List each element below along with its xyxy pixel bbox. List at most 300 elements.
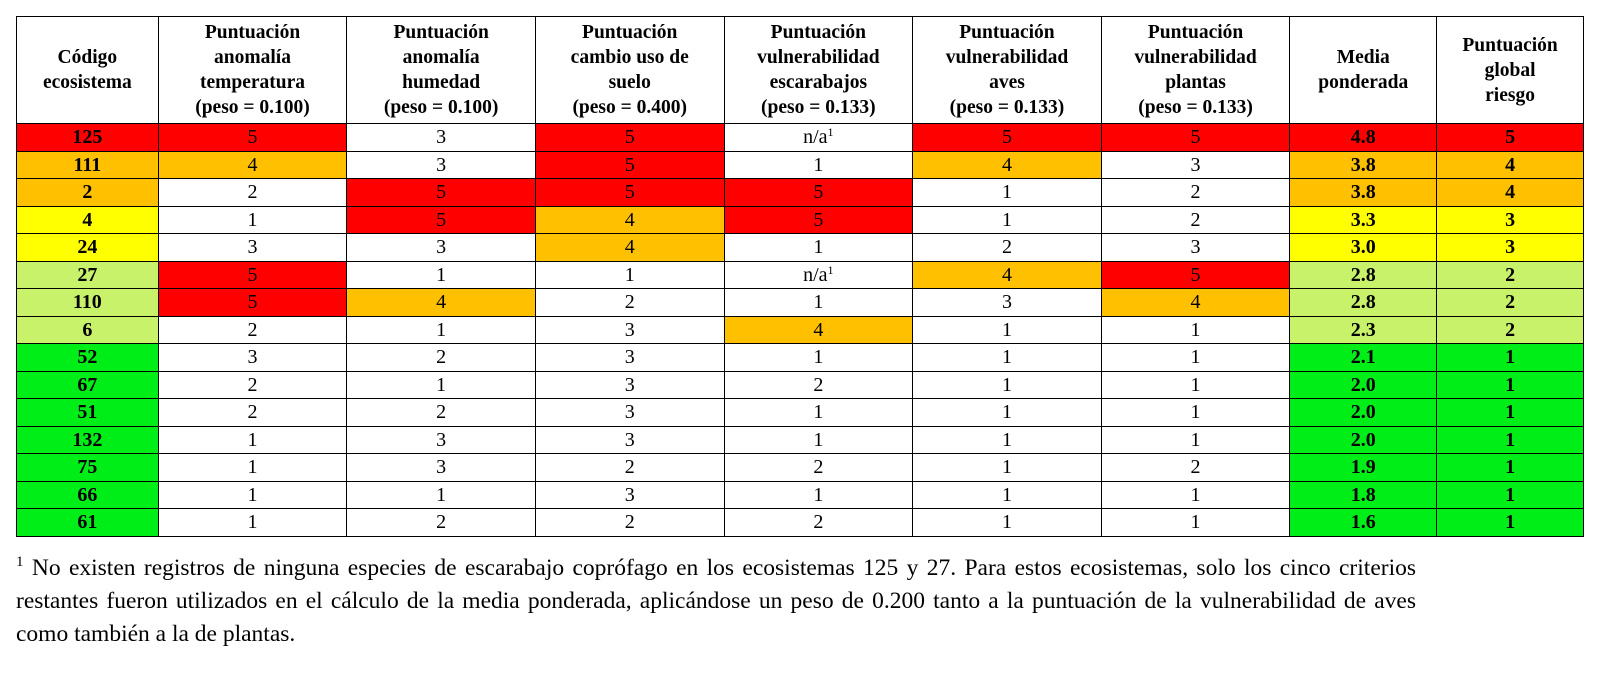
cell-value: 3 — [436, 428, 447, 451]
cell-value: 1 — [1001, 401, 1012, 424]
cell-codigo — [17, 454, 159, 482]
cell-uso-suelo — [535, 261, 724, 289]
cell-value: 2 — [436, 511, 447, 534]
header-line: (peso = 0.133) — [949, 97, 1065, 118]
cell-media — [1290, 124, 1437, 152]
cell-plantas — [1101, 206, 1290, 234]
cell-value: 5 — [1190, 126, 1201, 149]
cell-temperatura — [158, 481, 347, 509]
cell-value: 3.8 — [1350, 153, 1376, 176]
footnote-paragraph — [16, 552, 1416, 651]
cell-media — [1290, 151, 1437, 179]
cell-escarabajos — [724, 399, 913, 427]
cell-value: 1 — [247, 428, 258, 451]
cell-global — [1437, 454, 1584, 482]
cell-codigo — [17, 179, 159, 207]
header-line: plantas — [1165, 72, 1226, 93]
cell-value: 2 — [247, 181, 258, 204]
cell-temperatura — [158, 289, 347, 317]
cell-aves — [913, 344, 1102, 372]
cell-value: 1 — [1001, 318, 1012, 341]
cell-plantas — [1101, 289, 1290, 317]
cell-value: 1 — [436, 318, 447, 341]
header-line: vulnerabilidad — [945, 47, 1069, 68]
table-row — [17, 261, 1584, 289]
cell-value: 1 — [1505, 373, 1516, 396]
cell-aves — [913, 151, 1102, 179]
cell-value: 1 — [1505, 511, 1516, 534]
table-row — [17, 151, 1584, 179]
cell-value: 2 — [247, 373, 258, 396]
cell-uso-suelo — [535, 124, 724, 152]
cell-plantas — [1101, 426, 1290, 454]
cell-value: 5 — [624, 153, 635, 176]
cell-escarabajos — [724, 179, 913, 207]
cell-value: 27 — [77, 263, 98, 286]
header-line: aves — [989, 72, 1025, 93]
cell-uso-suelo — [535, 399, 724, 427]
cell-value: 1 — [1190, 346, 1201, 369]
cell-codigo — [17, 426, 159, 454]
cell-value: 1 — [624, 263, 635, 286]
cell-escarabajos — [724, 234, 913, 262]
cell-global — [1437, 151, 1584, 179]
table-row — [17, 399, 1584, 427]
cell-value: 3 — [1505, 208, 1516, 231]
cell-plantas — [1101, 371, 1290, 399]
cell-value: 3 — [436, 456, 447, 479]
cell-escarabajos — [724, 261, 913, 289]
cell-value: 3 — [1190, 236, 1201, 259]
cell-escarabajos — [724, 316, 913, 344]
cell-global — [1437, 399, 1584, 427]
cell-temperatura — [158, 151, 347, 179]
cell-value: 4 — [82, 208, 93, 231]
cell-value: 4 — [813, 318, 824, 341]
cell-uso-suelo — [535, 509, 724, 537]
cell-value: 5 — [247, 126, 258, 149]
cell-humedad — [347, 454, 536, 482]
cell-value: 1 — [247, 208, 258, 231]
table-row — [17, 206, 1584, 234]
header-line: anomalía — [402, 47, 480, 68]
cell-escarabajos — [724, 454, 913, 482]
cell-plantas — [1101, 124, 1290, 152]
cell-value: 2 — [1505, 263, 1516, 286]
cell-codigo — [17, 261, 159, 289]
cell-media — [1290, 316, 1437, 344]
cell-aves — [913, 371, 1102, 399]
cell-humedad — [347, 344, 536, 372]
header-line: ecosistema — [42, 72, 132, 93]
cell-aves — [913, 509, 1102, 537]
cell-value: 1 — [247, 511, 258, 534]
cell-value: 3.8 — [1350, 181, 1376, 204]
cell-value: 3.0 — [1350, 236, 1376, 259]
header-line: Puntuación — [393, 22, 489, 43]
header-line: Puntuación — [770, 22, 867, 43]
cell-temperatura — [158, 509, 347, 537]
cell-escarabajos — [724, 371, 913, 399]
cell-humedad — [347, 426, 536, 454]
table-header-row — [17, 17, 1584, 124]
cell-value: 1 — [1001, 428, 1012, 451]
cell-uso-suelo — [535, 316, 724, 344]
cell-value: 5 — [436, 208, 447, 231]
cell-media — [1290, 344, 1437, 372]
header-media-ponderada — [1290, 17, 1437, 124]
cell-value: 3 — [624, 483, 635, 506]
header-line: anomalía — [214, 47, 291, 68]
cell-value: 1.6 — [1350, 511, 1376, 534]
cell-value: 1 — [1001, 511, 1012, 534]
cell-value: 5 — [436, 181, 447, 204]
footnote — [16, 552, 1416, 651]
cell-value: 1 — [813, 401, 824, 424]
cell-value: 1 — [436, 483, 447, 506]
cell-value: 5 — [813, 208, 824, 231]
cell-global — [1437, 481, 1584, 509]
header-line: (peso = 0.100) — [195, 97, 310, 118]
cell-value: 2 — [1190, 208, 1201, 231]
cell-plantas — [1101, 316, 1290, 344]
cell-value: 3 — [624, 373, 635, 396]
cell-global — [1437, 509, 1584, 537]
header-line: Puntuación — [1147, 22, 1244, 43]
header-line: (peso = 0.133) — [1138, 97, 1253, 118]
header-codigo-ecosistema — [17, 17, 159, 124]
cell-value: 2 — [436, 401, 447, 424]
cell-humedad — [347, 206, 536, 234]
cell-value: 2 — [813, 456, 824, 479]
header-line: riesgo — [1485, 84, 1535, 106]
header-vulnerabilidad-escarabajos — [724, 17, 913, 124]
cell-codigo — [17, 509, 159, 537]
cell-escarabajos — [724, 206, 913, 234]
cell-global — [1437, 234, 1584, 262]
cell-value: 1 — [813, 236, 824, 259]
cell-global — [1437, 289, 1584, 317]
cell-global — [1437, 316, 1584, 344]
cell-temperatura — [158, 316, 347, 344]
cell-value: 3 — [436, 236, 447, 259]
cell-global — [1437, 206, 1584, 234]
header-line: (peso = 0.100) — [383, 97, 499, 118]
cell-uso-suelo — [535, 481, 724, 509]
cell-uso-suelo — [535, 454, 724, 482]
table-row — [17, 454, 1584, 482]
cell-temperatura — [158, 454, 347, 482]
cell-value: 2.0 — [1350, 428, 1376, 451]
cell-value: 2 — [624, 291, 635, 314]
cell-codigo — [17, 371, 159, 399]
cell-aves — [913, 454, 1102, 482]
cell-value: 67 — [77, 373, 98, 396]
table-row — [17, 124, 1584, 152]
header-line: (peso = 0.133) — [761, 97, 876, 118]
header-vulnerabilidad-aves — [913, 17, 1102, 124]
cell-humedad — [347, 151, 536, 179]
cell-temperatura — [158, 261, 347, 289]
cell-value: 5 — [1190, 263, 1201, 286]
cell-value: 3 — [624, 346, 635, 369]
cell-escarabajos — [724, 344, 913, 372]
cell-value: 1 — [1190, 401, 1201, 424]
cell-value: 1 — [1001, 483, 1012, 506]
cell-global — [1437, 124, 1584, 152]
header-line: Código — [57, 47, 118, 68]
cell-value: 1.9 — [1350, 456, 1376, 479]
cell-value: 3 — [1190, 153, 1201, 176]
table-row — [17, 509, 1584, 537]
cell-aves — [913, 124, 1102, 152]
cell-value: 4 — [1190, 291, 1201, 314]
footnote-reference: 1 — [827, 125, 834, 140]
header-anomalia-humedad — [347, 17, 536, 124]
cell-value: 3 — [436, 153, 447, 176]
cell-escarabajos — [724, 151, 913, 179]
cell-value: 2 — [1505, 318, 1516, 341]
cell-plantas — [1101, 179, 1290, 207]
cell-value: 1 — [1190, 483, 1201, 506]
cell-aves — [913, 481, 1102, 509]
cell-value: 2 — [247, 401, 258, 424]
cell-value: 75 — [77, 456, 98, 479]
cell-uso-suelo — [535, 426, 724, 454]
table-row — [17, 371, 1584, 399]
cell-value: 2 — [82, 181, 93, 204]
cell-value: 4 — [247, 153, 258, 176]
table-row — [17, 316, 1584, 344]
cell-value: 4 — [1505, 181, 1516, 204]
cell-global — [1437, 344, 1584, 372]
cell-plantas — [1101, 509, 1290, 537]
cell-value: 2 — [1001, 236, 1012, 259]
cell-value: 52 — [77, 346, 98, 369]
cell-uso-suelo — [535, 371, 724, 399]
cell-temperatura — [158, 344, 347, 372]
cell-plantas — [1101, 481, 1290, 509]
cell-plantas — [1101, 399, 1290, 427]
cell-value: 1 — [1001, 373, 1012, 396]
cell-value: 2.0 — [1350, 373, 1376, 396]
cell-value: 1 — [1001, 346, 1012, 369]
cell-temperatura — [158, 399, 347, 427]
cell-value: 6 — [82, 318, 93, 341]
header-cambio-uso-suelo — [535, 17, 724, 124]
cell-value: 3 — [624, 318, 635, 341]
header-line: humedad — [402, 72, 481, 93]
cell-value: n/a — [803, 263, 828, 286]
cell-value: 5 — [247, 291, 258, 314]
cell-value: 110 — [72, 291, 102, 314]
cell-value: 1 — [1001, 181, 1012, 204]
cell-value: 24 — [77, 236, 98, 259]
cell-value: 1 — [1505, 456, 1516, 479]
cell-media — [1290, 289, 1437, 317]
cell-codigo — [17, 289, 159, 317]
cell-value: 1 — [813, 291, 824, 314]
cell-value: 4 — [624, 236, 635, 259]
cell-escarabajos — [724, 289, 913, 317]
cell-value: 2 — [624, 511, 635, 534]
cell-value: 5 — [247, 263, 258, 286]
cell-codigo — [17, 124, 159, 152]
header-line: escarabajos — [769, 72, 868, 93]
cell-value: 1 — [1505, 346, 1516, 369]
cell-aves — [913, 179, 1102, 207]
table-row — [17, 179, 1584, 207]
cell-temperatura — [158, 179, 347, 207]
cell-uso-suelo — [535, 151, 724, 179]
cell-value: 2 — [247, 318, 258, 341]
cell-uso-suelo — [535, 206, 724, 234]
cell-media — [1290, 206, 1437, 234]
cell-value: 1 — [247, 483, 258, 506]
cell-media — [1290, 399, 1437, 427]
header-line: temperatura — [199, 72, 306, 93]
cell-humedad — [347, 289, 536, 317]
cell-uso-suelo — [535, 179, 724, 207]
cell-value: 2.1 — [1350, 346, 1376, 369]
cell-aves — [913, 426, 1102, 454]
cell-aves — [913, 234, 1102, 262]
header-line: Puntuación — [959, 22, 1055, 43]
cell-value: 1 — [436, 373, 447, 396]
cell-value: 5 — [1505, 126, 1516, 149]
cell-value: 3 — [436, 126, 447, 149]
cell-global — [1437, 179, 1584, 207]
cell-value: 61 — [77, 511, 98, 534]
header-line: Media — [1336, 47, 1390, 68]
cell-humedad — [347, 261, 536, 289]
cell-escarabajos — [724, 481, 913, 509]
cell-value: 1 — [1190, 318, 1201, 341]
cell-value: 1 — [813, 428, 824, 451]
cell-escarabajos — [724, 509, 913, 537]
cell-value: 132 — [72, 428, 103, 451]
cell-escarabajos — [724, 124, 913, 152]
cell-value: 3.3 — [1350, 208, 1376, 231]
cell-value: 2 — [1190, 181, 1201, 204]
header-line: (peso = 0.400) — [572, 97, 687, 118]
cell-value: 2.0 — [1350, 401, 1376, 424]
cell-value: 1 — [1001, 208, 1012, 231]
cell-value: 125 — [72, 126, 103, 149]
cell-value: 1 — [813, 153, 824, 176]
cell-media — [1290, 426, 1437, 454]
cell-aves — [913, 316, 1102, 344]
cell-codigo — [17, 234, 159, 262]
header-line: cambio uso de — [570, 47, 689, 68]
cell-value: 3 — [1505, 236, 1516, 259]
cell-value: 2 — [813, 511, 824, 534]
cell-uso-suelo — [535, 289, 724, 317]
cell-temperatura — [158, 124, 347, 152]
cell-value: 2.3 — [1350, 318, 1376, 341]
header-line: vulnerabilidad — [1134, 47, 1257, 68]
cell-codigo — [17, 206, 159, 234]
cell-temperatura — [158, 426, 347, 454]
cell-codigo — [17, 481, 159, 509]
cell-value: 111 — [73, 153, 102, 176]
table-row — [17, 289, 1584, 317]
cell-value: 2.8 — [1350, 263, 1376, 286]
cell-plantas — [1101, 234, 1290, 262]
cell-temperatura — [158, 234, 347, 262]
cell-value: 1 — [813, 346, 824, 369]
header-line: suelo — [608, 72, 651, 93]
cell-value: 5 — [1001, 126, 1012, 149]
cell-value: 1 — [1505, 401, 1516, 424]
cell-aves — [913, 261, 1102, 289]
cell-humedad — [347, 234, 536, 262]
cell-humedad — [347, 509, 536, 537]
table-row — [17, 344, 1584, 372]
cell-humedad — [347, 316, 536, 344]
cell-global — [1437, 426, 1584, 454]
cell-value: 5 — [813, 181, 824, 204]
risk-score-table — [16, 16, 1584, 537]
cell-value: 1.8 — [1350, 483, 1376, 506]
cell-humedad — [347, 124, 536, 152]
header-anomalia-temperatura — [158, 17, 347, 124]
cell-media — [1290, 509, 1437, 537]
cell-value: 1 — [1190, 373, 1201, 396]
cell-aves — [913, 206, 1102, 234]
cell-value: 2 — [1190, 456, 1201, 479]
cell-uso-suelo — [535, 344, 724, 372]
cell-global — [1437, 261, 1584, 289]
cell-value: 4 — [624, 208, 635, 231]
cell-humedad — [347, 179, 536, 207]
cell-value: 4 — [1001, 153, 1012, 176]
cell-media — [1290, 454, 1437, 482]
cell-value: 3 — [624, 428, 635, 451]
header-line: global — [1484, 59, 1536, 81]
cell-media — [1290, 371, 1437, 399]
table-row — [17, 234, 1584, 262]
header-line: ponderada — [1318, 72, 1409, 93]
cell-value: 4 — [1505, 153, 1516, 176]
header-line: Puntuación — [1462, 34, 1558, 56]
footnote-reference: 1 — [827, 262, 834, 277]
cell-value: 3 — [1001, 291, 1012, 314]
cell-humedad — [347, 481, 536, 509]
cell-plantas — [1101, 261, 1290, 289]
cell-value: 1 — [1190, 428, 1201, 451]
table-row — [17, 426, 1584, 454]
cell-plantas — [1101, 344, 1290, 372]
header-line: Puntuación — [582, 22, 678, 43]
cell-media — [1290, 481, 1437, 509]
cell-value: 5 — [624, 181, 635, 204]
cell-value: 2 — [624, 456, 635, 479]
cell-codigo — [17, 316, 159, 344]
cell-humedad — [347, 399, 536, 427]
cell-media — [1290, 261, 1437, 289]
cell-value: 2 — [1505, 291, 1516, 314]
cell-value: 3 — [247, 346, 258, 369]
cell-aves — [913, 289, 1102, 317]
cell-codigo — [17, 344, 159, 372]
cell-value: 1 — [1505, 428, 1516, 451]
cell-value: 3 — [247, 236, 258, 259]
cell-humedad — [347, 371, 536, 399]
cell-media — [1290, 179, 1437, 207]
cell-value: n/a — [803, 126, 828, 149]
cell-value: 4 — [1001, 263, 1012, 286]
